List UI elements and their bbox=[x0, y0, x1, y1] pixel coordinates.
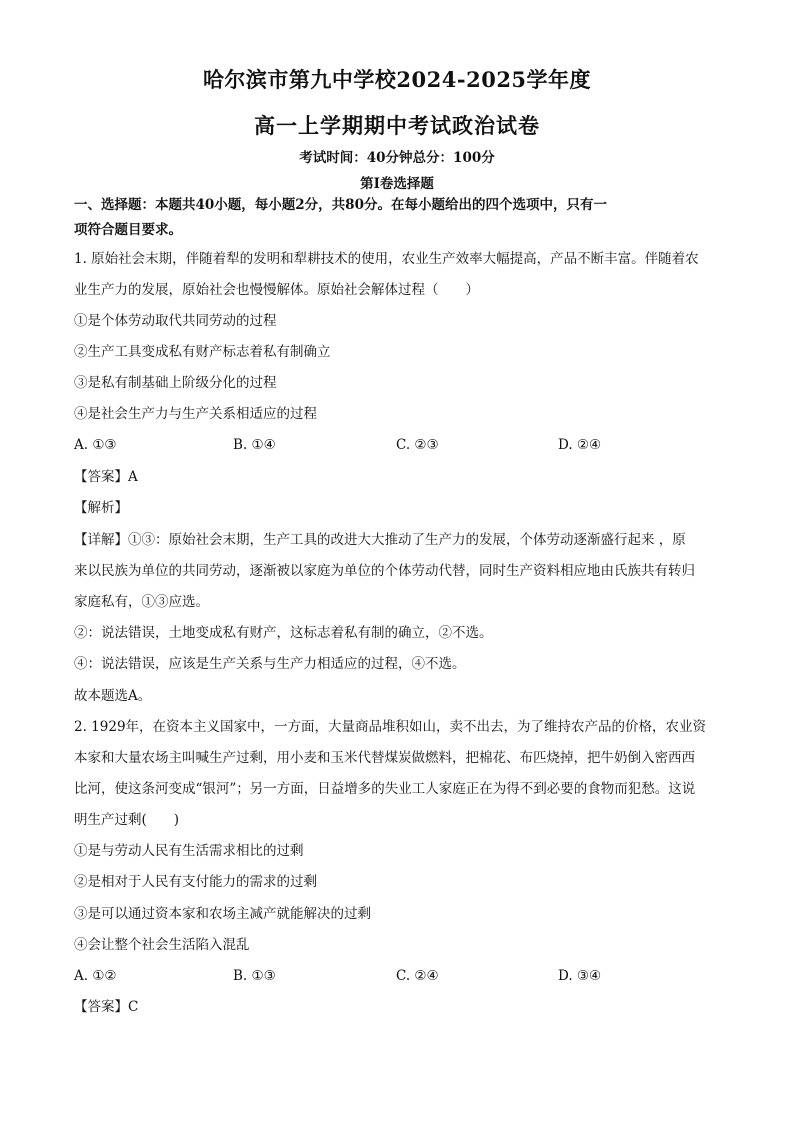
q2-answer: 【答案】C bbox=[74, 999, 139, 1015]
q2-option-d: D. ③④ bbox=[558, 968, 602, 984]
q1-detail-line4: ②：说法错误，土地变成私有财产，这标志着私有制的确立，②不选。 bbox=[74, 625, 493, 641]
q2-option-b: B. ①③ bbox=[233, 968, 276, 984]
q1-statement-4: ④是社会生产力与生产关系相适应的过程 bbox=[74, 406, 317, 422]
q2-statement-3: ③是可以通过资本家和农场主减产就能解决的过剩 bbox=[74, 906, 371, 922]
volume-title: 第I卷选择题 bbox=[360, 176, 434, 192]
q1-stem-line1: 1. 原始社会末期，伴随着犁的发明和犁耕技术的使用，农业生产效率大幅提高，产品不断丰富。伴随着农 bbox=[74, 251, 699, 267]
exam-title-line1: 哈尔滨市第九中学校2024-2025学年度 bbox=[202, 67, 592, 92]
q2-stem-line3: 比河，使这条河变成“银河”；另一方面，日益增多的失业工人家庭正在为得不到必要的食物而犯愁。这说 bbox=[74, 781, 696, 797]
q2-option-a: A. ①② bbox=[74, 968, 117, 984]
section-instruction-line1: 一、选择题：本题共40小题，每小题2分，共80分。在每小题给出的四个选项中，只有一 bbox=[74, 197, 607, 213]
q1-option-b: B. ①④ bbox=[233, 437, 276, 453]
q1-answer: 【答案】A bbox=[74, 469, 138, 485]
q1-statement-1: ①是个体劳动取代共同劳动的过程 bbox=[74, 313, 277, 329]
q2-statement-4: ④会让整个社会生活陷入混乱 bbox=[74, 937, 250, 953]
q2-stem-line4: 明生产过剩( ) bbox=[74, 812, 180, 828]
q1-statement-2: ②生产工具变成私有财产标志着私有制确立 bbox=[74, 344, 331, 360]
q2-stem-line1: 2. 1929年，在资本主义国家中，一方面，大量商品堆积如山，卖不出去，为了维持农产品的价格，农业资 bbox=[74, 719, 707, 735]
exam-title-line2: 高一上学期期中考试政治试卷 bbox=[254, 113, 540, 138]
q2-statement-1: ①是与劳动人民有生活需求相比的过剩 bbox=[74, 843, 304, 859]
section-instruction-line2: 项符合题目要求。 bbox=[74, 222, 182, 238]
q1-detail-line1: 【详解】①③：原始社会末期，生产工具的改进大大推动了生产力的发展，个体劳动逐渐盛行起来 ，原 bbox=[74, 532, 686, 548]
q1-option-d: D. ②④ bbox=[558, 437, 602, 453]
q1-detail-line2: 来以民族为单位的共同劳动，逐渐被以家庭为单位的个体劳动代替，同时生产资料相应地由氏族共有转归 bbox=[74, 563, 695, 579]
q1-detail-line5: ④：说法错误，应该是生产关系与生产力相适应的过程，④不选。 bbox=[74, 656, 466, 672]
q1-conclusion: 故本题选A。 bbox=[74, 688, 152, 704]
q1-stem-line2: 业生产力的发展，原始社会也慢慢解体。原始社会解体过程（ ） bbox=[74, 282, 479, 298]
q2-statement-2: ②是相对于人民有支付能力的需求的过剩 bbox=[74, 874, 317, 890]
q1-detail-line3: 家庭私有，①③应选。 bbox=[74, 594, 209, 610]
q1-analysis-label: 【解析】 bbox=[74, 500, 128, 516]
q2-option-c: C. ②④ bbox=[396, 968, 439, 984]
q1-option-a: A. ①③ bbox=[74, 437, 117, 453]
q1-option-c: C. ②③ bbox=[396, 437, 439, 453]
exam-meta: 考试时间：40分钟总分：100分 bbox=[299, 150, 495, 166]
q1-statement-3: ③是私有制基础上阶级分化的过程 bbox=[74, 375, 277, 391]
q2-stem-line2: 本家和大量农场主叫喊生产过剩，用小麦和玉米代替煤炭做燃料，把棉花、布匹烧掉，把牛奶倒入密西西 bbox=[74, 750, 695, 766]
